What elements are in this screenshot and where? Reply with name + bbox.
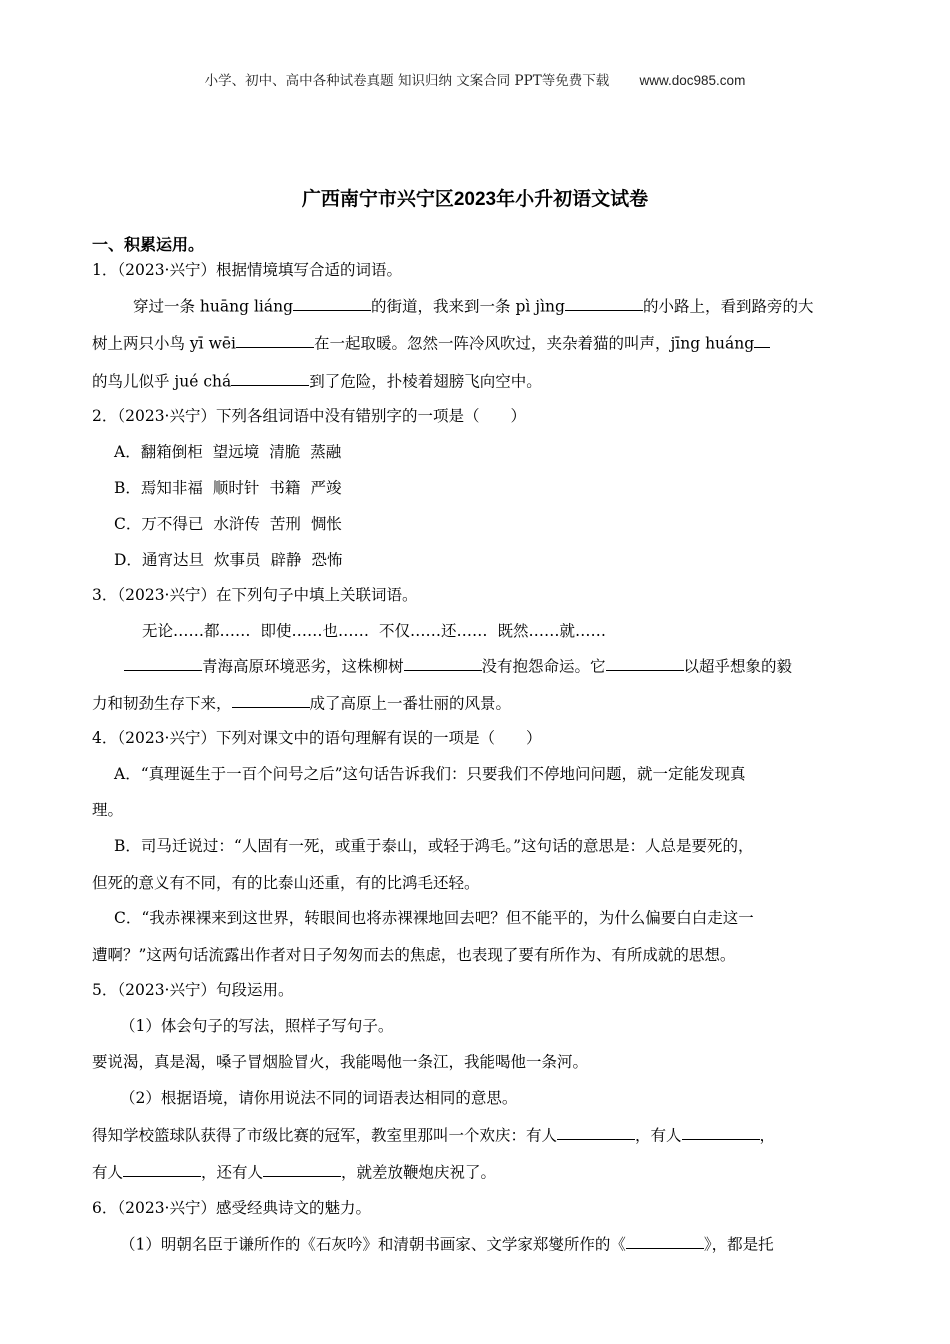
exam-title: 广西南宁市兴宁区2023年小升初语文试卷 [301,189,649,210]
q3-text: 以超乎想象的毅 [683,657,793,676]
q1-text: 在一起取暖。忽然一阵冷风吹过，夹杂着猫的叫声，jīng huáng [313,334,755,353]
question-5-line-2 [92,1160,496,1182]
question-5-stem: 5．（2023·兴宁）句段运用。 [92,981,294,999]
option-word: 翻箱倒柜 [140,443,203,461]
option-word: 蒸融 [310,443,342,461]
question-2-option-a[interactable] [114,440,341,462]
question-3-word-bank [142,619,606,641]
q5-text: 有人 [92,1163,124,1182]
option-word: 通宵达旦 [141,551,204,569]
option-word: 书籍 [269,479,301,497]
option-word: 焉知非福 [140,479,203,497]
question-4-stem: 4．（2023·兴宁）下列对课文中的语句理解有误的一项是（ ） [92,729,542,747]
answer-blank[interactable] [231,369,309,386]
option-label: D． [114,551,142,569]
question-3-line-1 [124,654,792,676]
option-word: 炊事员 [213,551,261,569]
answer-blank[interactable] [565,294,643,311]
section-heading: 一、积累运用。 [92,237,205,254]
q1-text: 的小路上，看到路旁的大 [642,297,814,316]
answer-blank[interactable] [557,1123,635,1140]
answer-blank[interactable] [263,1160,341,1177]
question-3-line-2 [92,691,511,713]
question-4-option-c[interactable]: C．“我赤裸裸来到这世界，转眼间也将赤裸裸地回去吧？但不能平的，为什么偏要白白走这一 [114,909,754,927]
option-word: 辟静 [270,551,302,569]
option-word: 顺时针 [212,479,260,497]
answer-blank[interactable] [626,1232,704,1249]
answer-blank[interactable] [404,654,482,671]
header-site-link[interactable]: www.doc985.com [639,73,746,88]
q3-text: 青海高原环境恶劣，这株柳树 [202,657,404,676]
question-2-option-c[interactable] [114,512,342,534]
word-bank-item: 即使……也…… [260,622,370,640]
option-word: 恐怖 [311,551,343,569]
q5-text: ， [759,1126,776,1145]
question-4-option-c-cont: 遭啊？”这两句话流露出作者对日子匆匆而去的焦虑，也表现了要有所作为、有所成就的思想。 [92,946,736,964]
option-word: 清脆 [269,443,301,461]
q3-text: 力和韧劲生存下来， [92,694,232,713]
option-word: 严竣 [310,479,342,497]
answer-blank[interactable] [123,1160,201,1177]
q5-text: 得知学校篮球队获得了市级比赛的冠军，教室里那叫一个欢庆：有人 [92,1126,558,1145]
question-1-stem: 1．（2023·兴宁）根据情境填写合适的词语。 [92,261,402,279]
answer-blank[interactable] [293,294,371,311]
question-5-example: 要说渴，真是渴，嗓子冒烟脸冒火，我能喝他一条江，我能喝他一条河。 [92,1053,589,1071]
q3-text: 成了高原上一番壮丽的风景。 [309,694,512,713]
header-text: 小学、初中、高中各种试卷真题 知识归纳 文案合同 PPT等免费下载 [204,73,610,89]
option-word: 水浒传 [213,515,260,533]
answer-blank[interactable] [682,1123,760,1140]
question-6-part-1 [120,1232,774,1254]
q3-text: 没有抱怨命运。它 [481,657,606,676]
word-bank-item: 不仅……还…… [379,622,488,640]
option-label: C． [114,515,142,533]
q5-text: ，还有人 [201,1163,264,1182]
question-2-stem: 2．（2023·兴宁）下列各组词语中没有错别字的一项是（ ） [92,407,526,425]
option-word: 苦刑 [269,515,301,533]
answer-blank[interactable] [754,331,770,348]
q6-text: （1）明朝名臣于谦所作的《石灰吟》和清朝书画家、文学家郑燮所作的《 [120,1235,626,1254]
page-header [0,69,950,89]
question-6-stem: 6．（2023·兴宁）感受经典诗文的魅力。 [92,1199,371,1217]
q6-text: 》，都是托 [703,1235,774,1254]
q5-text: ，有人 [635,1126,682,1145]
q1-text: 的街道，我来到一条 pì jìng [371,297,565,316]
q1-text: 树上两只小鸟 yī wēi [92,334,236,353]
word-bank-item: 无论……都…… [142,622,251,640]
question-1-line-3 [92,369,542,391]
word-bank-item: 既然……就…… [497,622,607,640]
question-5-line-1 [92,1123,775,1145]
option-label: B． [114,479,141,497]
question-5-part-1: （1）体会句子的写法，照样子写句子。 [120,1017,394,1035]
q1-text: 的鸟儿似乎 jué chá [92,372,232,391]
question-5-part-2: （2）根据语境，请你用说法不同的词语表达相同的意思。 [120,1089,518,1107]
answer-blank[interactable] [124,654,202,671]
option-word: 万不得已 [141,515,204,533]
question-4-option-b[interactable]: B．司马迁说过：“人固有一死，或重于泰山，或轻于鸿毛。”这句话的意思是：人总是要死的， [114,837,754,855]
q1-text: 穿过一条 huāng liáng [133,297,294,316]
option-label: A． [114,443,141,461]
question-3-stem: 3．（2023·兴宁）在下列句子中填上关联词语。 [92,586,418,604]
question-2-option-d[interactable] [114,548,343,570]
question-4-option-b-cont: 但死的意义有不同，有的比泰山还重，有的比鸿毛还轻。 [92,874,480,892]
question-1-line-1 [133,294,813,316]
answer-blank[interactable] [232,691,310,708]
question-2-option-b[interactable] [114,476,341,498]
question-4-option-a[interactable]: A．“真理诞生于一百个问号之后”这句话告诉我们：只要我们不停地问问题，就一定能发现真 [114,765,746,783]
question-4-option-a-cont: 理。 [92,801,124,819]
answer-blank[interactable] [236,331,314,348]
q1-text: 到了危险，扑棱着翅膀飞向空中。 [309,372,542,391]
option-word: 望远境 [212,443,260,461]
answer-blank[interactable] [606,654,684,671]
q5-text: ，就差放鞭炮庆祝了。 [341,1163,497,1182]
question-1-line-2 [92,331,770,353]
option-word: 惆怅 [310,515,342,533]
